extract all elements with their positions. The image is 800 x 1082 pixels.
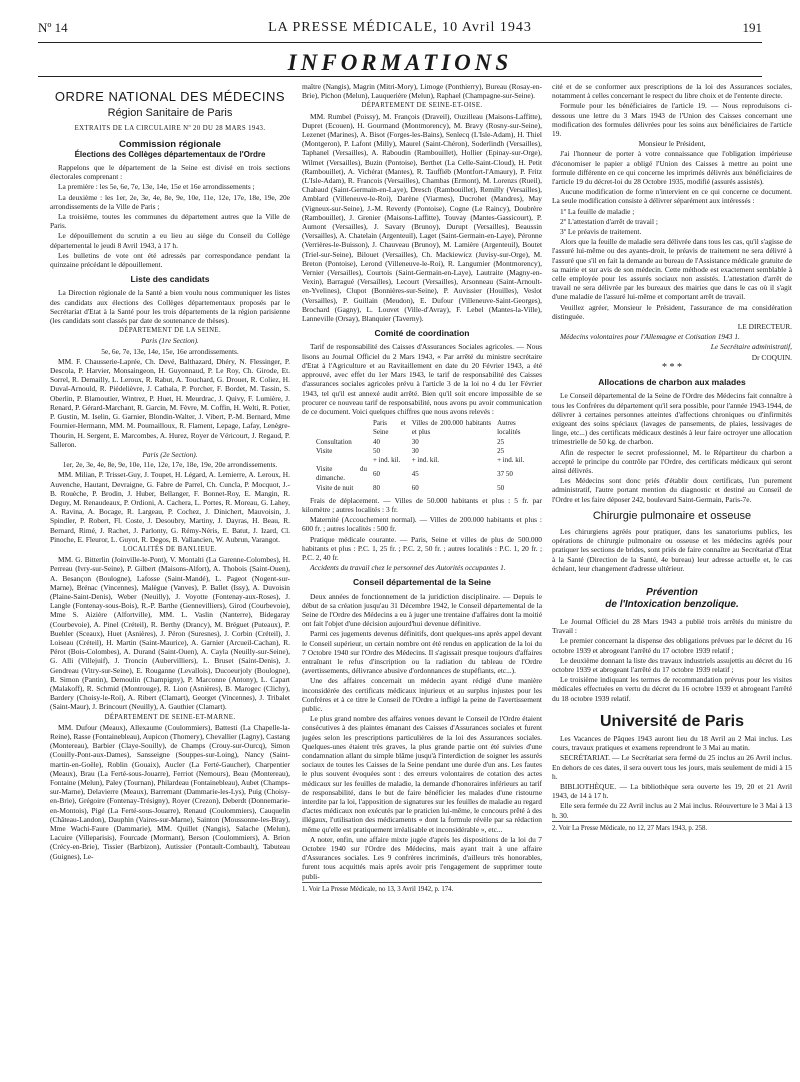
paragraph: Une des affaires concernait un médecin ayant rédigé d'une manière inconsidérée des certificats médicaux injurieux et au surplus injustes pour les Confrères et à ce titre le Conseil de l'Ordre a infligé la peine de l'avertissement public. xyxy=(302,676,542,713)
section-banner: INFORMATIONS xyxy=(287,50,513,75)
paragraph: Aucune modification de forme n'intervient en ce qui concerne ce document. La seule modification consiste à délivrer séparément aux intéressés : xyxy=(552,187,792,206)
table-header xyxy=(316,419,373,437)
paragraph: SECRÉTARIAT. — Le Secrétariat sera fermé du 25 inclus au 26 Avril inclus. En dehors de ces dates, il sera ouvert tous les jours, mais seulement de midi à 15 h. xyxy=(552,753,792,781)
paragraph: Pratique médicale courante. — Paris, Seine et villes de plus de 500.000 habitants et plus : P.C. 1, 25 fr. ; P.C. 2, 50 fr. ; autres localités : P.C. 1, 20 fr. ; P.C. 2, 40 fr. xyxy=(302,534,542,562)
paragraph: Veuillez agréer, Monsieur le Président, l'assurance de ma considération distinguée. xyxy=(552,302,792,321)
paragraph: Médecins volontaires pour l'Allemagne et Cotisation 1943 1. xyxy=(560,332,740,342)
paragraph: Le Journal Officiel du 28 Mars 1943 a publié trois arrêtés du ministre du Travail : xyxy=(552,616,792,636)
journal-title: LA PRESSE MÉDICALE, 10 Avril 1943 xyxy=(268,20,532,35)
page-header xyxy=(38,20,762,42)
paragraph: La troisième, toutes les communes du département autres que la Ville de Paris. xyxy=(50,212,290,231)
signature: Dr COQUIN. xyxy=(751,352,792,362)
signature: LE DIRECTEUR. xyxy=(737,322,792,332)
paragraph: Le Conseil départemental de la Seine de l'Ordre des Médecins fait connaître à tous les Confrères du département qu'il sera possible, pour l'année 1943-1944, de délivrer à certaines personnes atteintes d'affections chroniques ou d'infirmités exigeant des soins spéciaux (lavages de pansements, de plaies, lessivages de linge, etc...) des certificats médicaux destinés à leur faire octroyer une allocation trimestrielle de 50 kg. de charbon. xyxy=(552,391,792,447)
commission-title: Commission régionale xyxy=(119,138,221,150)
paris-section-2: Paris (2e Section). xyxy=(142,449,198,459)
table-cell: 60 xyxy=(372,469,380,478)
paragraph: BIBLIOTHÈQUE. — La bibliothèque sera ouverte les 19, 20 et 21 Avril 1943, de 14 à 17 h. xyxy=(552,782,792,801)
prevention-title-line-1: Prévention xyxy=(646,586,698,598)
table-cell: + ind. kil. xyxy=(411,455,439,464)
paragraph: A noter, enfin, une affaire mixte jugée d'après les dispositions de la loi du 7 Octobre 1940 sur l'Ordre des Médecins, mais ayant trait à une affaire d'Assurances sociales. Les 9 confrères incriminés, d'ailleurs très honorables, furent tous acquittés mais après avoir pris l'engagement de supprimer toute publi- xyxy=(302,834,542,881)
table-cell: 60 xyxy=(411,483,419,492)
page-number: 191 xyxy=(742,20,762,35)
paragraph: Tarif de responsabilité des Caisses d'Assurances Sociales agricoles. — Nous lisons au Journal Officiel du 2 Mars 1943, « Par arrêté du ministre secrétaire d'Etat à l'Agriculture et au Ravitaillement en date du 20 Février 1943, a été approuvé, avec effet du 1er Mars 1943, le tarif de responsabilité des Caisses d'assurances sociales agricoles prévu à l'article 3 de la loi no 4 du 1er Février 1943, tel qu'il est annexé audit arrêté. Bien qu'il soit encore impossible de se procurer ce nouveau tarif de responsabilité, nous avons pu avoir communication de ce document. Voici quelques chiffres que nous avons relevés : xyxy=(302,342,542,416)
paragraph: Deux années de fonctionnement de la juridiction disciplinaire. — Depuis le début de sa création jusqu'au 31 Décembre 1942, le Conseil départemental de la Seine de l'Ordre des Médecins a eu à juger une trentaine d'affaires dont la moitié ont fait l'objet d'une décision aujourd'hui devenue définitive. xyxy=(302,591,542,629)
dept-seine-heading: DÉPARTEMENT DE LA SEINE. xyxy=(118,327,222,335)
paris-section-1: Paris (1re Section). xyxy=(141,336,199,346)
paragraph: La première : les 5e, 6e, 7e, 13e, 14e, 15e et 16e arrondissements ; xyxy=(58,182,255,192)
table-cell: Visite de nuit xyxy=(316,483,354,492)
paragraph: J'ai l'honneur de porter à votre connaissance que l'obligation impérieuse d'économiser le papier a obligé l'Union des Caisses à mettre au point une formule différente en ce qui concerne les imprimés délivrés aux bénéficiaires de l'article 19 du décret-loi du 28 Octobre 1935, modifié (assurés assistés). xyxy=(552,149,792,187)
region-title: Région Sanitaire de Paris xyxy=(107,107,233,120)
candidate-list: MM. G. Bitterlin (Joinville-le-Pont), V. Montalti (La Garenne-Colombes), H. Perreau (Ivry-sur-Seine), P. Gilbert (Maisons-Alfort), A. Thobois (Saint-Ouen), A. Besançon (Boulogne), Lafosse (Saint-Mandé), L. Pageot (Nogent-sur-Marne), Brénac (Vincennes), Malègue (Vanves), P. Ballet (Issy), A. Duvoisin (Plaine-Saint-Denis), Weber (Neuilly), J. Voyotte (Fontenay-aux-Roses), J. Langle (Fontenay-sous-Bois), R.-P. Barthe (Gennevilliers), Girod (Courbevoie), Mme S. Aizière (Alfortville), MM. L. Vaslin (Nanterre), Bidegaray (Courbevoie), A. Pinel (Créteil), R. Berthy (Drancy), M. Bréguet (Puteaux), P. Buehler (Sceaux), Huet (Asnières), J. Péron (Suresnes), J. Corbin (Créteil), J. Loiseau (Créteil), H. Martin (Saint-Maurice), A. Garnier (Arcueil-Cachan), R. Pérot (Bois-Colombes), A. Durand (Saint-Ouen), A. Cayla (Neuilly-sur-Seine), G. Alli (Villejuif), J. Troncin (Aubervilliers), L. Bruset (Saint-Denis), J. Gendreau (Vitry-sur-Seine), E. Rouganne (Levallois), Ducoeurjoly (Boulogne), R. Simon (Pantin), Demoulin (Champigny), P. Marconne (Antony), L. Capart (Malakoff), R. Schmid (Montrouge), R. Lion (Asnières), B. Marogec (Clichy), Bardery (Choisy-le-Roi), A. Ribert (Clamart), Georget (Vincennes), J. Tribalet (Saint-Maur), J. Brincourt (Neuilly), A. Gauthier (Clamart). xyxy=(50,555,290,712)
paragraph: Parmi ces jugements devenus définitifs, dont quelques-uns après appel devant le Conseil supérieur, un certain nombre ont été rendus en application de la loi du 7 Octobre 1940 sur l'Ordre des Médecins. Il s'agissait presque toujours d'affaires entraînant le refus d'inscription ou la radiation du tableau de l'Ordre (avertissements, délivrance abusive d'ordonnances de stupéfiants, etc...). xyxy=(302,629,542,676)
prevention-title xyxy=(552,587,792,611)
table-row xyxy=(316,484,542,493)
table-cell: + ind. kil. xyxy=(497,455,525,464)
paragraph: Rappelons que le département de la Seine est divisé en trois sections électorales comprenant : xyxy=(50,163,290,182)
paragraph: Formule pour les bénéficiaires de l'article 19. — Nous reproduisons ci-dessous une lettre du 3 Mars 1943 de l'Union des Caisses concernant une modification des formules délivrées pour les soins aux bénéficiaires de l'article 19. xyxy=(552,101,792,139)
banner-rule xyxy=(38,76,762,77)
paragraph: Le dépouillement du scrutin a eu lieu au siège du Conseil du Collège départemental le jeudi 8 Avril 1943, à 17 h. xyxy=(50,231,290,250)
table-cell: Visite du dimanche. xyxy=(316,465,367,483)
candidate-list: MM. Dufour (Meaux), Allexaume (Coulommiers), Battesti (La Chapelle-la-Reine), Rasse (Fontainebleau), Aupicon (Thomery), Chevallier (Lagny), Castang (Montereau), Barbier (Claye-Souilly), de Champs (Crouy-sur-Ourcq), Simon (Couilly-Pont-aux-Dames), Sansseigne (Souppes-sur-Loing), Nancy (Saint-martin-en-Goële), Roblin (Gouaix), Aucler (La Ferté-Gaucher), Charpentier (Meaux), Brau (La Ferté-sous-Jouarre), Ferriot (Nemours), Beau (Montereau), Fontaine (Melun), Paley (Tournan), Philardeau (Fontainebleau), Aubet (Champs-sur-Marne), Delavierre (Meaux), Barremant (Dammarie-les-Lys), Puig (Choisy-en-Brie), Grégoire (Fontenay-Trésigny), Royer (Crezon), Deberdt (Donnemarie-en-Montois), Pigé (La Ferté-sous-Jouarre), Renaud (Coulommiers), Cauquelin (Château-Landon), Dauphin (Vaires-sur-Marne), Sainton (Moussonne-les-Bray), Mme Wachi-Faure (Dammarie), MM. Quillet (Nangis), Salache (Melun), Lacuire (Villeparisis), Fourcade (Mormant), Berson (Coulommiers), A. Brion (Crécy-en-Brie), Tissier (Barbizon), Autissier (Pontault-Combault), Tabuteau (Guignes), Le- xyxy=(50,722,290,861)
table-cell: 30 xyxy=(411,437,419,446)
table-row xyxy=(316,438,542,447)
paragraph: Le premier concernant la dispense des obligations prévues par le décret du 16 octobre 1939 et abrogeant l'arrêté du 17 octobre 1939 relatif ; xyxy=(552,636,792,655)
footnote: 2. Voir La Presse Médicale, no 12, 27 Mars 1943, p. 258. xyxy=(552,821,792,833)
coord-title: Comité de coordination xyxy=(374,328,470,339)
table-cell: 30 xyxy=(411,446,419,455)
paragraph: Elle sera fermée du 22 Avril inclus au 2 Mai inclus. Réouverture le 3 Mai à 13 h. 30. xyxy=(552,801,792,820)
paragraph: Les chirurgiens agréés pour pratiquer, dans les sanatoriums publics, les opérations de chirurgie pulmonaire ou osseuse et les médecins agréés pour pratiquer les sections de brides, sont priés de faire connaître au Secrétariat d'Etat à la Santé (Direction de la Santé, 4e bureau) leur adresse actuelle et, le cas échéant, leur changement d'adresse ultérieur. xyxy=(552,526,792,573)
table-cell: 50 xyxy=(497,483,505,492)
commission-subtitle: Élections des Collèges départementaux de l'Ordre xyxy=(74,149,266,159)
table-cell: 80 xyxy=(372,483,380,492)
footnote: 1. Voir La Presse Médicale, no 13, 3 Avril 1942, p. 174. xyxy=(302,882,542,894)
tarif-table xyxy=(316,419,542,493)
seine-oise-heading: DÉPARTEMENT DE SEINE-ET-OISE. xyxy=(361,102,483,110)
candidate-list: MM. Rumbel (Poissy), M. François (Draveil), Ouzilleau (Maisons-Laffitte), Dupret (Ecouen), H. Gourmand (Montmorency), M. Bravy (Rosny-sur-Seine), Lezenet (Marines), A. Bisot (Forges-les-Bains), Senlecq (L'Isle-Adam), H. Thiel (Montgeron), P. Lafont (Milly), Maurel (Saint-Chéron), Soderlindh (Versailles), Taphanel (Versailles), A. Raboudin (Rambouillet), Hollier (Epinay-sur-Orge), Wilmet (Versailles), Buzin (Pontoise), Berthet (La Celle-Saint-Cloud), H. Petit (Rambouillet), A. Vichérat (Mantes), R. Tauffiéb (Montfort-l'Amaury), P. Fritz (L'Isle-Adam), R. Francois (Versailles), Chambas (Ermont), M. Lorenzs (Rueil), Chabaud (Saint-Germain-en-Laye), Dresch (Rambouillet), Remilly (Versailles), Amblard (Villeneuve-le-Roi), Darène (Viarmes), Ducrohet (Mandres), May (Vigneux-sur-Seine), J.-M. Reverdy (Pontoise), Cogne (Le Raincy), Doubrère (Rambouillet), J. Grenier (Maisons-Laffitte), Touvay (Mantes-Gassicourt), P. Aumont (Versailles), J. Savary (Brunoy), Durupt (Versailles), Beaussin (Versailles), A. Chatelain (Argenteuil), Laget (Saint-Germain-en-Laye), Péronne (Verrières-le-Buisson), J. Chauveau (Brunoy), M. Lamière (Argenteuil), Boutet (Triel-sur-Seine), Bilouet (Versailles), Ch. Mackiewicz (Juvisy-sur-Orge), M. Breton (Pontoise), Lerond (Villeneuve-le-Roi), R. Langumier (Montmorency), Vernier (Versailles), Courtois (Saint-Germain-en-Laye), Lautraite (Magny-en-Vexin), Barragué (Versailles), Lecourt (Versailles), Arsonneau (Saint-Arnoult-en-Yvelines), Clupot (Bonnières-sur-Seine), P. Auvissier (Houilles), Veslot (Versailles), P. Guillain (Meudon), E. Dufour (Villeneuve-Saint-Georges), Brochard (Gagny), L. Louvet (Ville-d'Avray), F. Lebel (Mantes-la-Ville), Lanneville (Orsay), Blanquier (Taverny). xyxy=(302,111,542,324)
paragraph: Afin de respecter le secret professionnel, M. le Répartiteur du charbon a accepté le principe du contrôle par l'Ordre, des certificats médicaux qui seront ainsi délivrés. xyxy=(552,447,792,475)
table-row xyxy=(316,456,542,465)
table-cell: Visite xyxy=(316,446,333,455)
table-header: Autres localités xyxy=(497,419,521,437)
paragraph: Le plus grand nombre des affaires venues devant le Conseil de l'Ordre étaient consécutives à des plaintes émanant des Caisses d'Assurances sociales et furent jugées selon les prescriptions particulières de la loi des Assurances sociales. Quelques-unes étaient très graves, la plus grande partie ont été suivies d'une condamnation allant du simple blâme jusqu'à l'interdiction de soigner les assurés sociaux de toutes les Caisses de la Seine pendant une durée d'un ans. Les fautes le plus souvent évoquées sont : des erreurs volontaires de cotation des actes médicaux sur les feuilles de maladie, la demande d'honoraires inférieurs au tarif de responsabilité, dans le but de faire bénéficier les malades d'une ristourne interdite par la loi, l'apposition de signatures sur les feuilles de maladie au regard d'actes médicaux non exécutés par le praticien lui-même, le concours prêté à des illégaux, l'utilisation des médicaments « dont la formule révèle par sa rédaction même qu'elle est pratiquement irréalisable et inconsidérable », etc... xyxy=(302,714,542,834)
table-cell: 37 50 xyxy=(497,469,513,478)
paragraph: La deuxième : les 1er, 2e, 3e, 4e, 8e, 9e, 10e, 11e, 12e, 17e, 18e, 19e, 20e arrondissements de la Ville de Paris ; xyxy=(50,192,290,211)
paragraph: Accidents du travail chez le personnel des Autorités occupantes 1. xyxy=(310,563,506,573)
paris-section-1-arr: 5e, 6e, 7e, 13e, 14e, 15e, 16e arrondissements. xyxy=(101,346,239,356)
seine-marne-heading: DÉPARTEMENT DE SEINE-ET-MARNE. xyxy=(104,713,236,721)
paragraph: Les Médecins sont donc priés d'établir doux certificats, l'un purement administratif, l'autre portant mention du diagnostic et destiné au Conseil de l'Ordre et les faire déposer 242, boulevard Saint-Germain, Paris-7e. xyxy=(552,476,792,504)
chirurgie-title: Chirurgie pulmonaire et osseuse xyxy=(592,509,752,522)
charbon-title: Allocations de charbon aux malades xyxy=(598,377,746,388)
paragraph: Le troisième indiquant les termes de recommandation prévus pour les visites médicales effectuées en vertu du décret du 16 octobre 1939 et abrogeant l'arrêté du 18 octobre 1939 relatif. xyxy=(552,675,792,703)
table-cell: Consultation xyxy=(316,437,352,446)
issue-number: Nº 14 xyxy=(38,20,68,35)
paragraph: cité et de se conformer aux prescriptions de la loi des Assurances sociales, notamment à celles concernant le respect du libre choix et de l'entente directe. xyxy=(552,82,792,101)
universite-title: Université de Paris xyxy=(599,712,745,730)
order-title: ORDRE NATIONAL DES MÉDECINS xyxy=(54,89,286,104)
table-row xyxy=(316,465,542,483)
table-cell: 25 xyxy=(497,446,505,455)
table-cell: 25 xyxy=(497,437,505,446)
extract-line: EXTRAITS DE LA CIRCULAIRE Nº 20 DU 28 MARS 1943. xyxy=(74,125,266,133)
list-item: 3º Le préavis de traitement. xyxy=(560,227,642,237)
candidate-list: MM. F. Chausserie-Laprée, Ch. Devé, Balthazard, Dhéry, N. Flessinger, P. Descola, P. Harvier, Monsaingeon, H. Guyonnaud, P. Le Roy, Ch. Girode, Et. Sorrel, R. Demailly, L. Leroux, R. Rabut, A. Touchard, G. Drouet, R. Coliez, H. Duval-Arnould, R. Piédelièvre, J. Cathala, P. Porcher, F. Bordet, M. Tassin, S. Oberlin, P. Blamoutier, Wintrez, P. Huet, H. Meurdrac, J. Quivy, F. Lumière, J. Renard, P. Gérard-Marchant, R. Garcin, M. Fèvre, M. Coffin, H. Welti, R. Potier, P. Gustin, M. Iselin, G. Garnier, Blondin-Walter, J. Vibert, P.-M. Bernard, Mme Fournier-Hermann, MM. M. Poumailloux, R. Flament, Lepage, Lafay, Lenègre-Thourin, H. Sergent, E. Marcombes, A. Hurez, Royer de Véricourt, J. Regaud, P. Salleron. xyxy=(50,356,290,449)
signature: Le Secrétaire administratif, xyxy=(710,342,792,352)
prevention-title-line-2: de l'Intoxication benzolique. xyxy=(605,598,739,610)
conseil-title: Conseil départemental de la Seine xyxy=(353,577,491,588)
letter-salutation: Monsieur le Président, xyxy=(638,139,706,149)
paris-section-2-arr: 1er, 2e, 3e, 4e, 8e, 9e, 10e, 11e, 12e, 17e, 18e, 19e, 20e arrondissements. xyxy=(62,460,278,470)
paragraph: Les Vacances de Pâques 1943 auront lieu du 18 Avril au 2 Mai inclus. Les cours, travaux pratiques et examens reprendront le 3 Mai au matin. xyxy=(552,733,792,753)
paragraph: Maternité (Accouchement normal). — Villes de 200.000 habitants et plus : 600 fr. ; autres localités : 500 fr. xyxy=(302,515,542,534)
banlieue-heading: LOCALITÉS DE BANLIEUE. xyxy=(123,545,217,553)
header-rule xyxy=(38,42,762,43)
paragraph: Alors que la feuille de maladie sera délivrée dans tous les cas, qu'il s'agisse de l'assuré lui-même ou des ayants-droit, le préavis de traitement ne sera délivré à l'assuré que s'il en fait la demande au bureau de l'Assistance médicale gratuite de sa mairie et sur avis de son médecin. Cette méthode est exactement semblable à celle employée pour les assurés sociaux non assistés. L'attestation d'arrêt de travail ne sera délivrée par les bureaux des mairies que dans le cas où il s'agit d'une maladie de l'assuré lui-même et comportant arrêt de travail. xyxy=(552,237,792,302)
paragraph: Les bulletins de vote ont été adressés par correspondance pendant la quinzaine précédant le dépouillement. xyxy=(50,250,290,270)
list-item: 1º La feuille de maladie ; xyxy=(560,206,635,216)
candidate-list: MM. Milian, P. Trisset-Guy, J. Toupet, H. Légard, A. Lemierre, A. Leroux, H. Auvenche, Hautant, Devraigne, G. Fabre de Parrel, Ch. Cuncla, P. Mocquot, J.-B. Rouèche, P. Brodin, J. Huber, Bellanger, F. Bonnet-Roy, E. Mangin, R. Deguy, M. Renaudeaux, P. Ordioni, A. Cachera, L. Portes, R. Moreau, G. Lahey, A. Ravina, A. Bocage, R. Largeau, P. Cochez, J. Dinichert, Mauvoisin, J. Spindler, P. Robert, Fl. Coste, J. Desoubry, Martiny, J. Dayras, H. Beau, R. Bernard, Rimé, J. Rachet, J. Parlonty, G. Rémy-Néris, E. Batut, J. Izard, Cl. Pinoche, E. Fleuror, L. Guyot, R. Degos, B. Vallancien, W. Aubrun, Varangot. xyxy=(50,470,290,544)
table-cell: 40 xyxy=(372,437,380,446)
table-cell: 50 xyxy=(372,446,380,455)
paragraph: Le deuxième donnant la liste des travaux industriels assujettis au décret du 16 octobre 1939 et abrogeant l'arrêté du 17 octobre 1939 relatif ; xyxy=(552,655,792,674)
paragraph: La Direction régionale de la Santé a bien voulu nous communiquer les listes des candidats aux élections des Collèges départementaux proposés par le Secrétariat d'Etat à la Santé pour les trois départements de la région parisienne (les candidats sont classés par date de soutenance de thèses). xyxy=(50,288,290,326)
paragraph: Frais de déplacement. — Villes de 50.000 habitants et plus : 5 fr. par kilomètre ; autres localités : 3 fr. xyxy=(302,495,542,514)
candidates-title: Liste des candidats xyxy=(130,274,210,285)
table-cell: + ind. kil. xyxy=(372,455,401,464)
table-cell xyxy=(316,456,373,465)
table-header: Villes de 200.000 habitants et plus xyxy=(411,419,492,437)
column-2 xyxy=(302,82,542,1072)
column-1 xyxy=(50,82,290,1072)
list-item: 2º L'attestation d'arrêt de travail ; xyxy=(560,216,658,226)
column-3 xyxy=(552,82,792,1072)
ornament-asterism: * * * xyxy=(662,361,682,373)
table-header: Paris et Seine xyxy=(372,419,406,437)
paragraph: maître (Nangis), Magrin (Mitri-Mory), Limoge (Ponthierry), Bureau (Rosay-en-Brie), Pichon (Melun), Lauquerière (Melun), Raphael (Champagne-sur-Seine). xyxy=(302,82,542,101)
table-cell: 45 xyxy=(411,469,419,478)
table-row xyxy=(316,447,542,456)
